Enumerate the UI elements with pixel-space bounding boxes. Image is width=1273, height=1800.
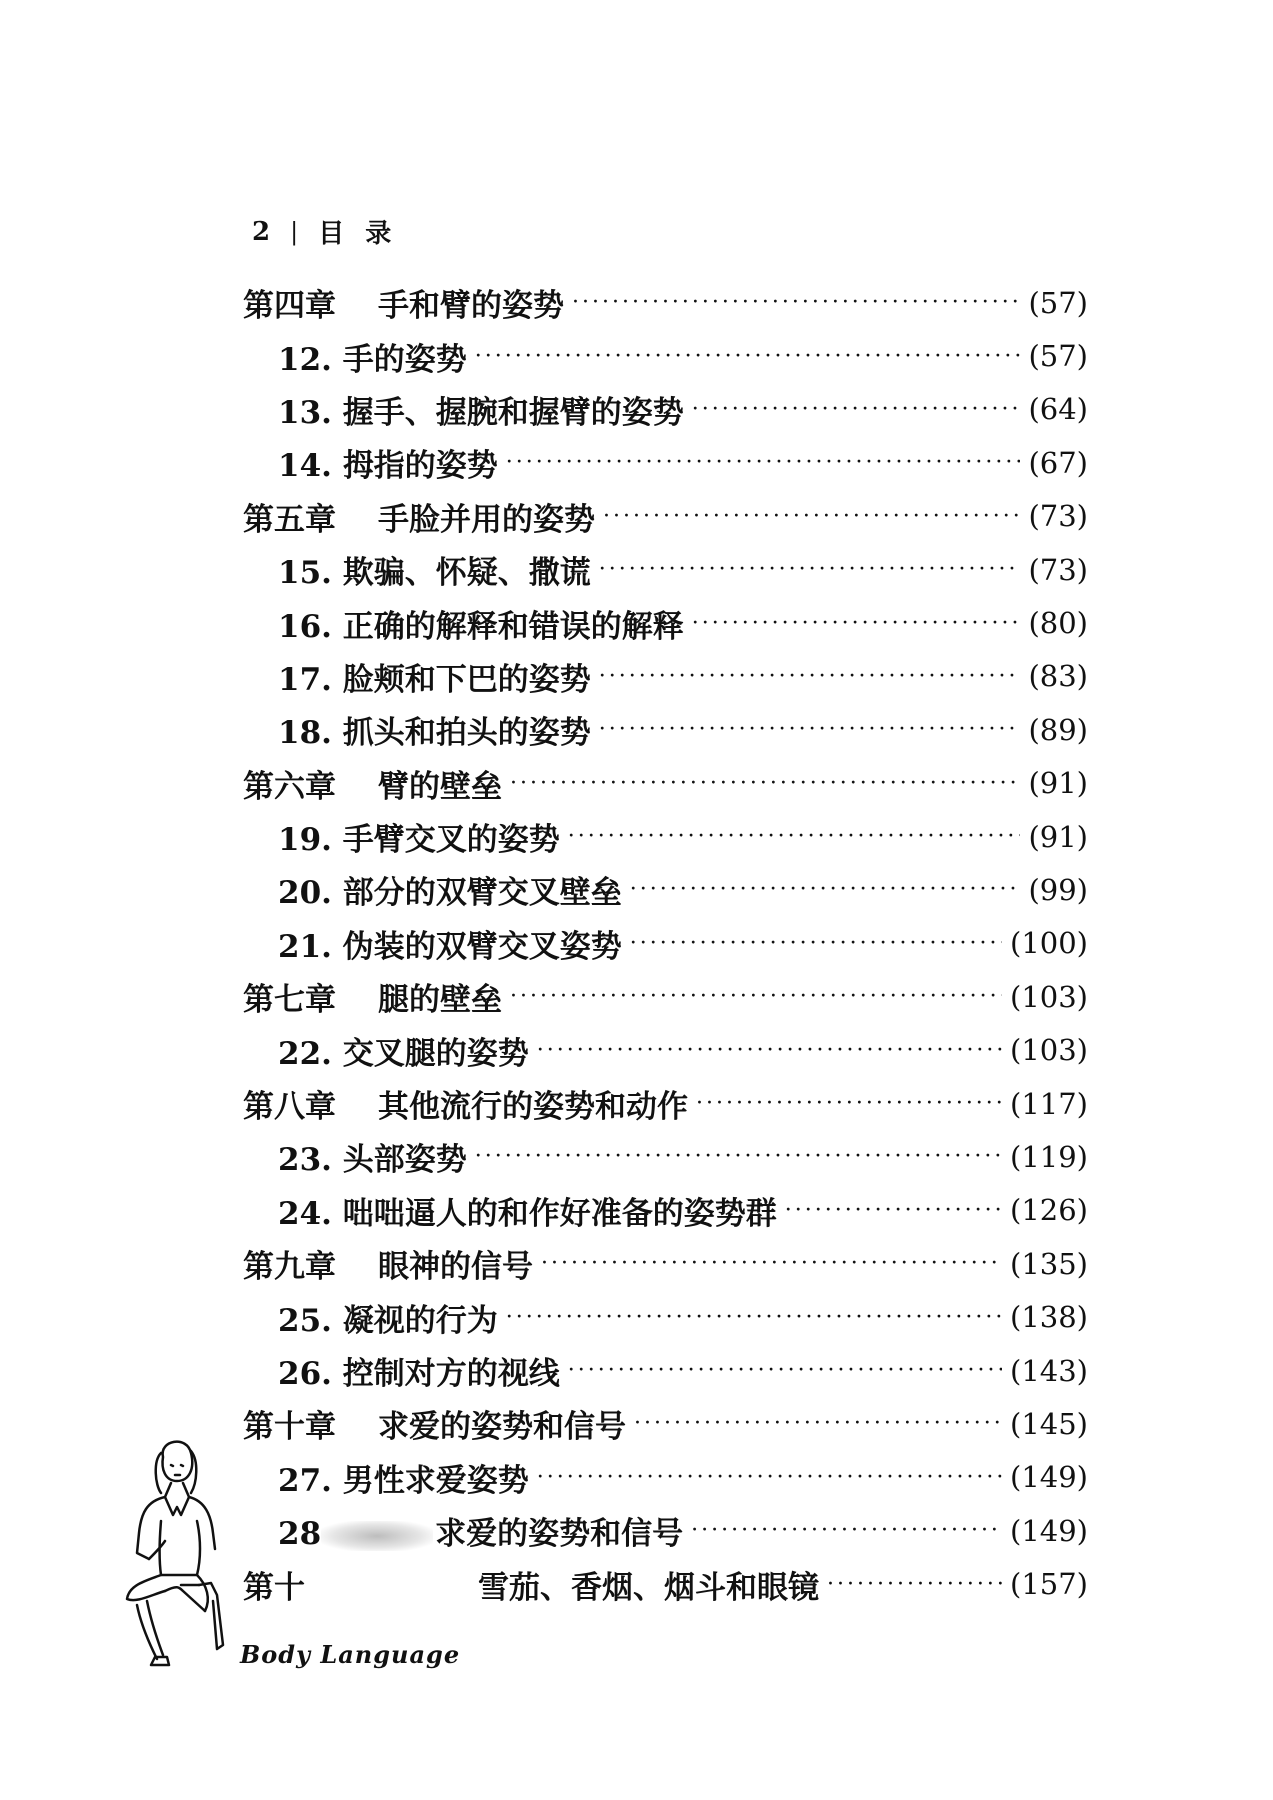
dot-leader — [599, 557, 1021, 582]
dot-leader — [691, 1518, 1002, 1543]
toc-page-number: (145) — [1010, 1406, 1088, 1441]
toc-section-row — [243, 1451, 1088, 1504]
toc-entry-title: 24. 咄咄逼人的和作好准备的姿势群 — [278, 1195, 777, 1232]
dot-leader — [506, 450, 1021, 475]
toc-entry-title: 17. 脸颊和下巴的姿势 — [278, 661, 591, 698]
body-language-logo: Body Language — [240, 1640, 461, 1669]
toc-page-number: (149) — [1010, 1460, 1088, 1495]
toc-entry-title: 14. 拇指的姿势 — [278, 448, 498, 485]
dot-leader — [692, 611, 1021, 636]
toc-page-number: (135) — [1010, 1246, 1088, 1281]
toc-entry-title: 眼神的信号 — [378, 1249, 533, 1286]
chapter-number: 第四章 — [243, 288, 336, 325]
toc-page-number: (91) — [1028, 819, 1088, 854]
dot-leader — [537, 1038, 1002, 1063]
toc-section-row — [243, 1504, 1088, 1557]
dot-leader — [599, 717, 1021, 742]
toc-page-number: (73) — [1028, 499, 1088, 534]
chapter-number: 第六章 — [243, 768, 336, 805]
toc-section-row — [243, 703, 1088, 756]
dot-leader — [696, 1091, 1002, 1116]
toc-section-row — [243, 1344, 1088, 1397]
toc-page-number: (143) — [1010, 1353, 1088, 1388]
dot-leader — [599, 664, 1021, 689]
toc-page-number: (89) — [1028, 712, 1088, 747]
header-separator: | — [290, 217, 305, 246]
chapter-number: 第八章 — [243, 1089, 336, 1126]
page-number: 2 — [252, 216, 277, 247]
dot-leader — [634, 1411, 1002, 1436]
toc-page-number: (57) — [1028, 285, 1088, 320]
toc-page-number: (119) — [1010, 1139, 1088, 1174]
chapter-number: 第十 — [243, 1569, 305, 1606]
toc-section-row — [243, 810, 1088, 863]
toc-entry-title: 21. 伪装的双臂交叉姿势 — [278, 928, 622, 965]
page-header — [252, 213, 397, 250]
toc-chapter-row — [243, 970, 1088, 1023]
toc-entry-title: 19. 手臂交叉的姿势 — [278, 822, 560, 859]
dot-leader — [475, 1144, 1002, 1169]
toc-entry-text: 求爱的姿势和信号 — [435, 1516, 684, 1553]
dot-leader — [692, 397, 1021, 422]
toc-entry-title: 12. 手的姿势 — [278, 341, 467, 378]
toc-page-number: (103) — [1010, 979, 1088, 1014]
dot-leader — [603, 504, 1020, 529]
toc-entry-number: 28 — [278, 1516, 322, 1553]
chapter-number: 第九章 — [243, 1249, 336, 1286]
toc-page-number: (91) — [1028, 766, 1088, 801]
toc-page-number: (83) — [1028, 659, 1088, 694]
toc-section-row — [243, 543, 1088, 596]
dot-leader — [541, 1251, 1002, 1276]
toc-chapter-row — [243, 1397, 1088, 1450]
toc-entry-title: 13. 握手、握腕和握臂的姿势 — [278, 394, 684, 431]
chapter-number: 第七章 — [243, 982, 336, 1019]
dot-leader — [630, 877, 1021, 902]
toc-page-number: (57) — [1028, 339, 1088, 374]
dot-leader — [630, 931, 1002, 956]
dot-leader — [568, 824, 1021, 849]
toc-page-number: (73) — [1028, 552, 1088, 587]
toc-chapter-row — [243, 757, 1088, 810]
dot-leader — [506, 1305, 1002, 1330]
chapter-number: 第五章 — [243, 501, 336, 538]
toc-page-number: (103) — [1010, 1033, 1088, 1068]
toc-page-number: (117) — [1010, 1086, 1088, 1121]
toc-page-number: (138) — [1010, 1300, 1088, 1335]
toc-chapter-row — [243, 1237, 1088, 1290]
obscured-text — [378, 1569, 478, 1599]
toc-entry-title: 求爱的姿势和信号 — [378, 1409, 626, 1446]
toc-entry-title: 其他流行的姿势和动作 — [378, 1089, 688, 1126]
toc-page-number: (64) — [1028, 392, 1088, 427]
chapter-number: 第十章 — [243, 1409, 336, 1446]
toc-entry-title: 雪茄、香烟、烟斗和眼镜 — [478, 1569, 819, 1606]
toc-chapter-row — [243, 1557, 1088, 1610]
toc-page-number: (157) — [1010, 1567, 1088, 1602]
toc-entry-title: 23. 头部姿势 — [278, 1142, 467, 1179]
toc-page-number: (67) — [1028, 445, 1088, 480]
toc-section-row — [243, 863, 1088, 916]
toc-section-row — [243, 383, 1088, 436]
toc-entry-title: 16. 正确的解释和错误的解释 — [278, 608, 684, 645]
header-title: 目 录 — [318, 219, 398, 249]
toc-section-row — [243, 917, 1088, 970]
toc-page-number: (126) — [1010, 1193, 1088, 1228]
toc-chapter-row — [243, 490, 1088, 543]
toc-entry-title: 25. 凝视的行为 — [278, 1302, 498, 1339]
toc-section-row — [243, 650, 1088, 703]
toc-section-row — [243, 1184, 1088, 1237]
toc-chapter-row — [243, 276, 1088, 329]
toc-entry-title: 臂的壁垒 — [378, 768, 502, 805]
toc-entry-title: 27. 男性求爱姿势 — [278, 1462, 529, 1499]
dot-leader — [785, 1198, 1002, 1223]
toc-page-number: (149) — [1010, 1513, 1088, 1548]
dot-leader — [568, 1358, 1002, 1383]
toc-entry-title — [278, 1508, 683, 1553]
toc-section-row — [243, 1023, 1088, 1076]
dot-leader — [510, 984, 1002, 1009]
obscured-text — [321, 1521, 433, 1551]
toc-chapter-row — [243, 1077, 1088, 1130]
toc-entry-title: 手和臂的姿势 — [378, 288, 564, 325]
toc-entry-title: 18. 抓头和拍头的姿势 — [278, 715, 591, 752]
dot-leader — [537, 1465, 1002, 1490]
toc-section-row — [243, 436, 1088, 489]
toc-entry-title: 15. 欺骗、怀疑、撒谎 — [278, 555, 591, 592]
toc-section-row — [243, 1130, 1088, 1183]
toc-page-number: (80) — [1028, 606, 1088, 641]
table-of-contents — [243, 276, 1088, 1611]
toc-entry-title: 22. 交叉腿的姿势 — [278, 1035, 529, 1072]
toc-entry-title: 26. 控制对方的视线 — [278, 1356, 560, 1392]
toc-entry-title: 腿的壁垒 — [378, 982, 502, 1019]
toc-section-row — [243, 1290, 1088, 1343]
toc-page-number: (100) — [1010, 926, 1088, 961]
toc-entry-title: 手脸并用的姿势 — [378, 501, 595, 538]
toc-section-row — [243, 596, 1088, 649]
dot-leader — [475, 344, 1021, 369]
toc-page-number: (99) — [1028, 872, 1088, 907]
seated-woman-illustration — [125, 1435, 235, 1675]
dot-leader — [510, 771, 1020, 796]
toc-section-row — [243, 329, 1088, 382]
dot-leader — [827, 1572, 1002, 1597]
toc-entry-title: 20. 部分的双臂交叉壁垒 — [278, 875, 622, 912]
dot-leader — [572, 290, 1020, 315]
